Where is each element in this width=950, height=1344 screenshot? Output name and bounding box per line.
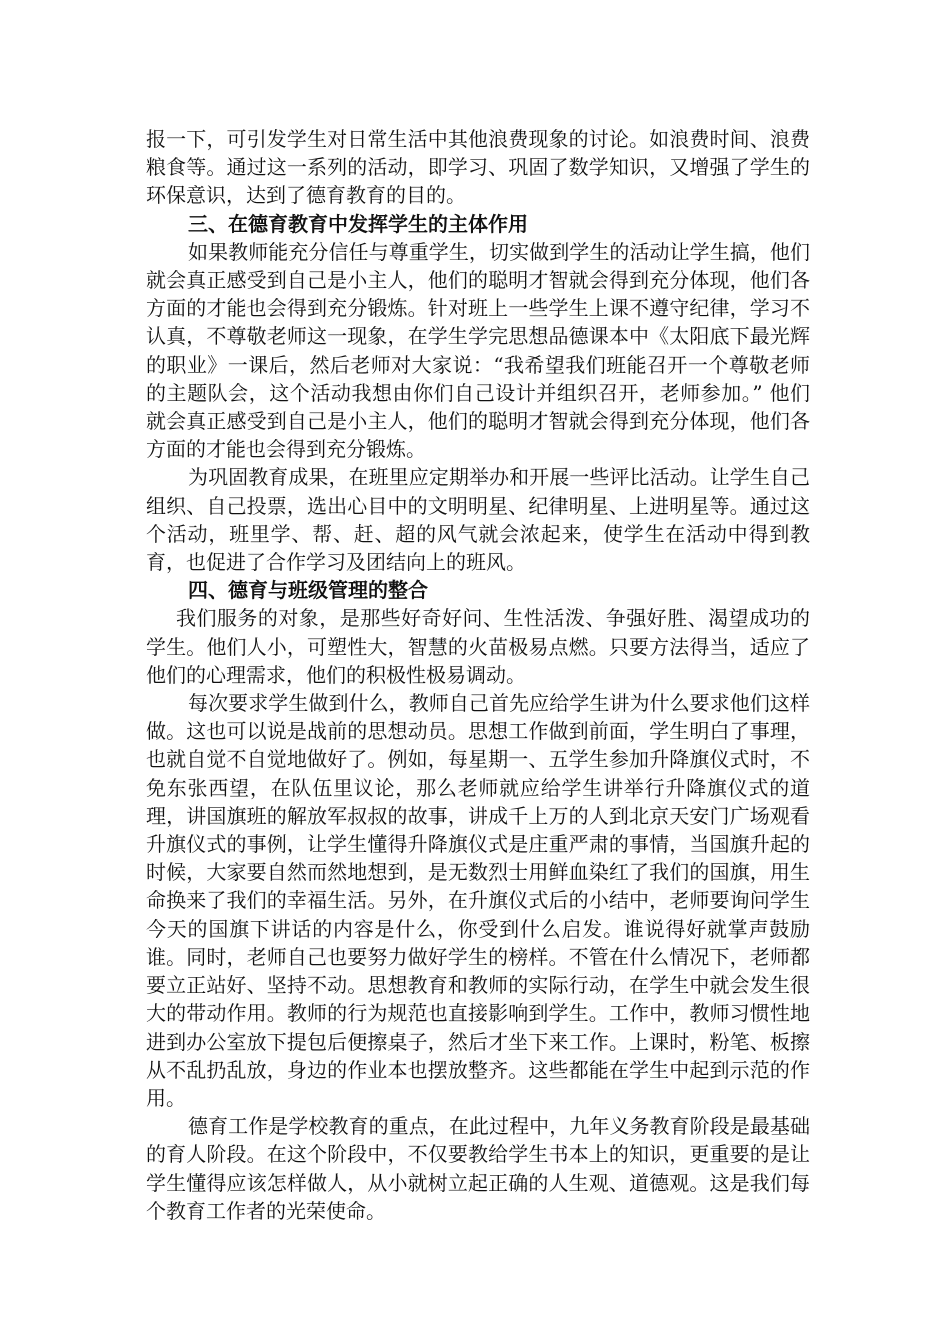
document-page bbox=[146, 125, 810, 1225]
paragraph-3-1: 如果教师能充分信任与尊重学生，切实做到学生的活动让学生搞，他们就会真正感受到自己是小主人，他们的聪明才智就会得到充分体现，他们各方面的才能也会得到充分锻炼。针对班上一些学生上课不遵守纪律，学习不认真，不尊敬老师这一现象，在学生学完思想品德课本中《太阳底下最光辉的职业》一课后，然后老师对大家说：“我希望我们班能召开一个尊敬老师的主题队会，这个活动我想由你们自己设计并组织召开，老师参加。” 他们就会真正感受到自己是小主人，他们的聪明才智就会得到充分体现，他们各方面的才能也会得到充分锻炼。 bbox=[146, 239, 810, 462]
paragraph-4-3: 德育工作是学校教育的重点，在此过程中，九年义务教育阶段是最基础的育人阶段。在这个阶段中，不仅要教给学生书本上的知识，更重要的是让学生懂得应该怎样做人，从小就树立起正确的人生观、道德观。这是我们每个教育工作者的光荣使命。 bbox=[146, 1114, 810, 1223]
paragraph-continued: 报一下，可引发学生对日常生活中其他浪费现象的讨论。如浪费时间、浪费粮食等。通过这一系列的活动，即学习、巩固了数学知识，又增强了学生的环保意识，达到了德育教育的目的。 bbox=[146, 127, 810, 208]
paragraph-3-2: 为巩固教育成果，在班里应定期举办和开展一些评比活动。让学生自己组织、自己投票，选出心目中的文明明星、纪律明星、上进明星等。通过这个活动，班里学、帮、赶、超的风气就会浓起来，使学生在活动中得到教育，也促进了合作学习及团结向上的班风。 bbox=[146, 465, 810, 575]
paragraph-4-1: 我们服务的对象，是那些好奇好问、生性活泼、争强好胜、渴望成功的学生。他们人小，可塑性大，智慧的火苗极易点燃。只要方法得当，适应了他们的心理需求，他们的积极性极易调动。 bbox=[146, 606, 810, 687]
paragraph-4-2: 每次要求学生做到什么，教师自己首先应给学生讲为什么要求他们这样做。这也可以说是战前的思想动员。思想工作做到前面，学生明白了事理，也就自觉不自觉地做好了。例如，每星期一、五学生参加升降旗仪式时，不免东张西望，在队伍里议论，那么老师就应给学生讲举行升降旗仪式的道理，讲国旗班的解放军叔叔的故事，讲成千上万的人到北京天安门广场观看升旗仪式的事例，让学生懂得升降旗仪式是庄重严肃的事情，当国旗升起的时候，大家要自然而然地想到，是无数烈士用鲜血染红了我们的国旗，用生命换来了我们的幸福生活。另外，在升旗仪式后的小结中，老师要询问学生今天的国旗下讲话的内容是什么，你受到什么启发。谁说得好就掌声鼓励谁。同时，老师自己也要努力做好学生的榜样。不管在什么情况下，老师都要立正站好、坚持不动。思想教育和教师的实际行动，在学生中就会发生很大的带动作用。教师的行为规范也直接影响到学生。工作中，教师习惯性地进到办公室放下提包后便擦桌子，然后才坐下来工作。上课时，粉笔、板擦从不乱扔乱放，身边的作业本也摆放整齐。这些都能在学生中起到示范的作用。 bbox=[146, 691, 810, 1110]
section-heading-4: 四、德育与班级管理的整合 bbox=[188, 578, 428, 603]
section-heading-3: 三、在德育教育中发挥学生的主体作用 bbox=[188, 211, 528, 236]
